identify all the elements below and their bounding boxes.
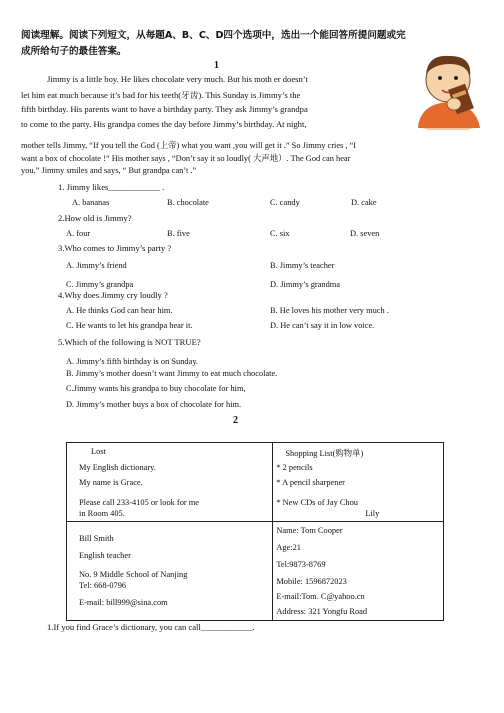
option-b: B. He loves his mother very much . (270, 306, 389, 315)
passage-1-line: mother tells Jimmy, “If you tell the God (上帝) what you want ,you will get it .” So Jimmy cries , “I (21, 141, 357, 150)
option-c: C. six (270, 229, 290, 238)
option-b: B. Jimmy’s teacher (270, 261, 335, 270)
passage-2-question-1: 1.If you find Grace’s dictionary, you can call____________. (47, 622, 255, 632)
instruction-line-1: 阅读理解。阅读下列短文，从每题A、B、C、D四个选项中，选出一个能回答所提问题或完 (21, 30, 406, 41)
instruction-line-2: 成所给句子的最佳答案。 (21, 46, 127, 57)
question-3: 3.Who comes to Jimmy’s party ? (58, 243, 172, 253)
question-1: 1. Jimmy likes____________ . (58, 182, 165, 192)
card-school: No. 9 Middle School of Nanjing (79, 570, 188, 579)
passage-1-line: fifth birthday. His parents want to have a birthday party. They ask Jimmy’s grandpa (21, 104, 308, 114)
option-a: A. bananas (72, 198, 110, 207)
card-title: English teacher (79, 551, 131, 560)
passage-2-number: 2 (233, 415, 238, 426)
boy-eating-chocolate-illustration (410, 48, 488, 130)
shopping-item: * 2 pencils (276, 463, 313, 472)
shopping-item: * A pencil sharpener (276, 478, 345, 487)
lost-line: My name is Grace. (79, 478, 143, 487)
lost-line: in Room 405. (79, 509, 125, 518)
option-b: B. chocolate (167, 198, 209, 207)
passage-1-line: to come to the party. His grandpa comes the day before Jimmy’s birthday. At night, (21, 119, 307, 129)
lost-line: My English dictionary. (79, 463, 156, 472)
question-4: 4.Why does Jimmy cry loudly ? (58, 290, 168, 300)
info-age: Age:21 (276, 543, 301, 552)
shopping-list (273, 443, 443, 521)
passage-1-line: you.” Jimmy smiles and says, “ But grandpa can’t .” (21, 166, 197, 175)
personal-info-card (273, 522, 443, 620)
question-5: 5.Which of the following is NOT TRUE? (58, 337, 201, 347)
shopping-list-signature: Lily (365, 509, 380, 518)
option-c: C. He wants to let his grandpa hear it. (66, 321, 193, 330)
passage-1-line: Jimmy is a little boy. He likes chocolate very much. But his moth er doesn’t (47, 74, 308, 84)
option-c: C.Jimmy wants his grandpa to buy chocolate for him, (66, 384, 246, 393)
passage-1-line: let him eat much because it’s bad for his teeth(牙齿). This Sunday is Jimmy’s the (21, 90, 301, 100)
option-b: B. Jimmy’s mother doesn’t want Jimmy to eat much chocolate. (66, 369, 278, 378)
lost-line: Please call 233-4105 or look for me (79, 498, 200, 507)
option-a: A. Jimmy’s friend (66, 261, 127, 270)
option-a: A. four (66, 229, 91, 238)
question-2: 2.How old is Jimmy? (58, 213, 132, 223)
business-card (67, 522, 272, 620)
lost-notice (67, 443, 272, 521)
info-address: Address: 321 Yongfu Road (276, 607, 368, 616)
info-email: E-mail:Tom. C@yahoo.cn (276, 592, 365, 601)
info-mobile: Mobile: 1596872023 (276, 577, 347, 586)
option-d: D. Jimmy’s grandma (270, 280, 341, 289)
info-tel: Tel:9873-8769 (276, 560, 326, 569)
option-a: A. He thinks God can hear him. (66, 306, 173, 315)
shopping-item: * New CDs of Jay Chou (276, 498, 358, 507)
option-d: D. Jimmy’s mother buys a box of chocolate for him. (66, 400, 242, 409)
lost-title: Lost (91, 447, 106, 456)
notices-table (66, 442, 444, 621)
shopping-list-title: Shopping List(购物单) (285, 449, 364, 458)
option-d: D. cake (351, 198, 377, 207)
option-d: D. He can’t say it in low voice. (270, 321, 375, 330)
option-c: C. candy (270, 198, 300, 207)
info-name: Name: Tom Cooper (276, 526, 343, 535)
option-d: D. seven (350, 229, 380, 238)
option-b: B. five (167, 229, 190, 238)
passage-1-number: 1 (214, 60, 219, 71)
card-name: Bill Smith (79, 534, 114, 543)
card-tel: Tel: 668-0796 (79, 581, 127, 590)
card-email: E-mail: bill999@sina.com (79, 598, 168, 607)
option-c: C. Jimmy’s grandpa (66, 280, 134, 289)
option-a: A. Jimmy’s fifth birthday is on Sunday. (66, 357, 199, 366)
passage-1-line: want a box of chocolate !” His mother says , “Don’t say it so loudly( 大声地）. The God can hear (21, 154, 351, 163)
